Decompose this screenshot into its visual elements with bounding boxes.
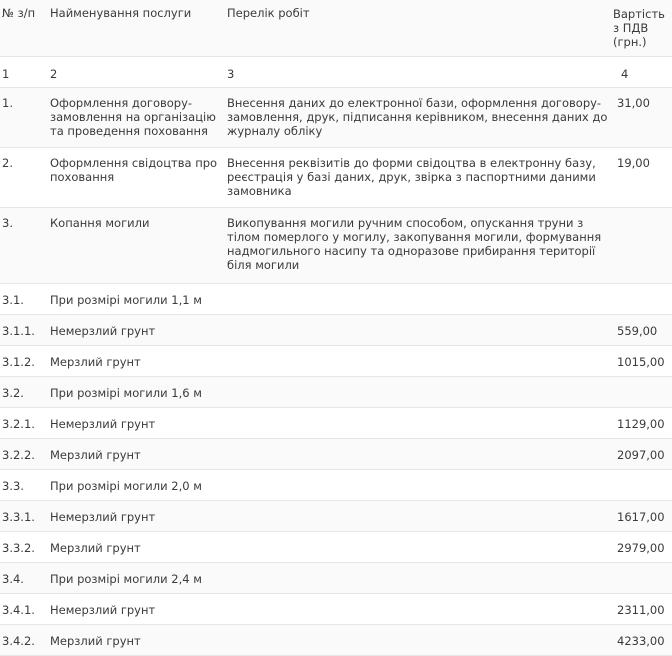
header-num: № з/п [0, 0, 46, 57]
row-name: При розмірі могили 1,6 м [46, 377, 223, 408]
header-price: Вартість з ПДВ (грн.) [613, 0, 672, 57]
row-num: 3.2. [0, 377, 46, 408]
index-row [0, 57, 672, 88]
header-works: Перелік робіт [223, 0, 613, 57]
row-works [223, 408, 613, 439]
row-works [223, 594, 613, 625]
row-price: 4233,00 [613, 625, 672, 656]
row-name: Мерзлий грунт [46, 346, 223, 377]
table-row [0, 284, 672, 315]
row-num: 3.4.1. [0, 594, 46, 625]
table-row [0, 439, 672, 470]
row-num: 3.3.1. [0, 501, 46, 532]
index-cell: 3 [223, 57, 613, 88]
row-num: 3.1.2. [0, 346, 46, 377]
row-name: При розмірі могили 2,4 м [46, 563, 223, 594]
row-price [613, 284, 672, 315]
row-num: 3.4. [0, 563, 46, 594]
row-price: 2097,00 [613, 439, 672, 470]
row-num: 2. [0, 148, 46, 208]
table-row [0, 532, 672, 563]
row-name: Мерзлий грунт [46, 532, 223, 563]
row-num: 3.4.2. [0, 625, 46, 656]
row-price: 31,00 [613, 88, 672, 148]
row-name: Оформлення свідоцтва про поховання [46, 148, 223, 208]
table-row [0, 625, 672, 656]
row-works: Внесення реквізитів до форми свідоцтва в електронну базу, реєстрація у базі даних, друк, звірка з паспортними даними замовника [223, 148, 613, 208]
row-price: 1129,00 [613, 408, 672, 439]
row-name: Копання могили [46, 208, 223, 284]
row-num: 3.3.2. [0, 532, 46, 563]
row-works [223, 563, 613, 594]
row-price [613, 377, 672, 408]
index-cell: 1 [0, 57, 46, 88]
table-row [0, 408, 672, 439]
table-row [0, 346, 672, 377]
table-row [0, 315, 672, 346]
row-num: 3.2.2. [0, 439, 46, 470]
row-name: При розмірі могили 1,1 м [46, 284, 223, 315]
table-row [0, 148, 672, 208]
table-row [0, 563, 672, 594]
table-row [0, 377, 672, 408]
row-works [223, 501, 613, 532]
row-num: 3.1. [0, 284, 46, 315]
row-name: Оформлення договору-замовлення на організацію та проведення поховання [46, 88, 223, 148]
row-num: 3.3. [0, 470, 46, 501]
row-num: 3.1.1. [0, 315, 46, 346]
row-works: Внесення даних до електронної бази, оформлення договору-замовлення, друк, підписання керівником, внесення даних до журналу обліку [223, 88, 613, 148]
header-name: Найменування послуги [46, 0, 223, 57]
row-works [223, 346, 613, 377]
table-header [0, 0, 672, 57]
row-price [613, 470, 672, 501]
row-works [223, 532, 613, 563]
row-price [613, 563, 672, 594]
table-row [0, 208, 672, 284]
row-works: Викопування могили ручним способом, опускання труни з тілом померлого у могилу, закопування могили, формування надмогильного насипу та одноразове прибирання території біля могили [223, 208, 613, 284]
table-row [0, 88, 672, 148]
row-price: 559,00 [613, 315, 672, 346]
table-row [0, 501, 672, 532]
row-works [223, 284, 613, 315]
row-works [223, 625, 613, 656]
index-cell: 4 [613, 57, 672, 88]
row-price: 2311,00 [613, 594, 672, 625]
row-name: Мерзлий грунт [46, 439, 223, 470]
row-num: 1. [0, 88, 46, 148]
row-price [613, 208, 672, 284]
row-name: Немерзлий грунт [46, 594, 223, 625]
row-name: Немерзлий грунт [46, 315, 223, 346]
row-works [223, 377, 613, 408]
row-works [223, 439, 613, 470]
row-name: Немерзлий грунт [46, 501, 223, 532]
row-works [223, 470, 613, 501]
row-num: 3.2.1. [0, 408, 46, 439]
table-row [0, 470, 672, 501]
row-price: 1015,00 [613, 346, 672, 377]
row-works [223, 315, 613, 346]
row-price: 19,00 [613, 148, 672, 208]
table-row [0, 594, 672, 625]
row-name: Немерзлий грунт [46, 408, 223, 439]
row-price: 1617,00 [613, 501, 672, 532]
row-price: 2979,00 [613, 532, 672, 563]
row-name: Мерзлий грунт [46, 625, 223, 656]
row-num: 3. [0, 208, 46, 284]
row-name: При розмірі могили 2,0 м [46, 470, 223, 501]
index-cell: 2 [46, 57, 223, 88]
